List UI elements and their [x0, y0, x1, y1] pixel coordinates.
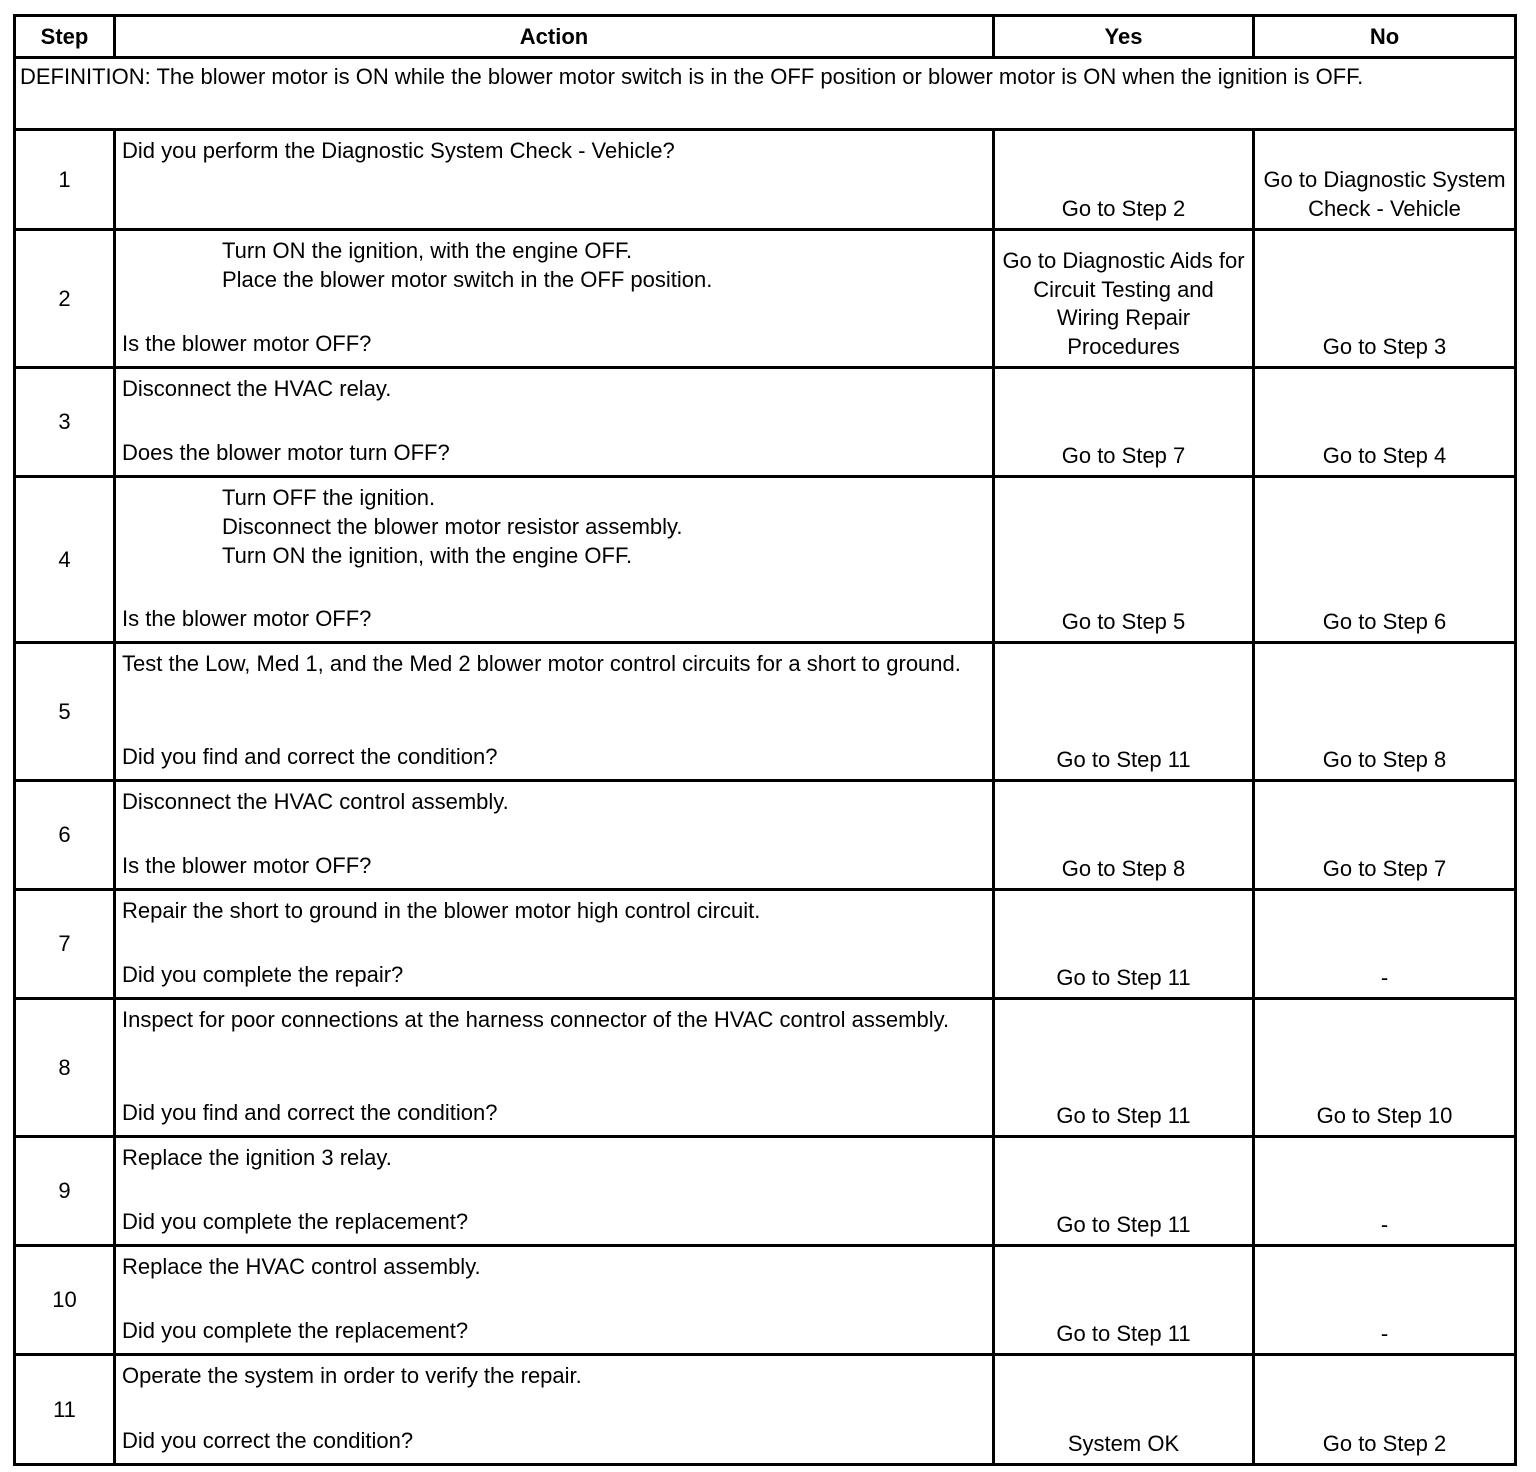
step-number: 9: [15, 1137, 115, 1246]
action-content: [122, 375, 986, 468]
no-result: -: [1254, 890, 1516, 999]
action-line: Disconnect the HVAC control assembly.: [122, 789, 509, 814]
table-row: [15, 368, 1516, 477]
action-instructions: [122, 137, 986, 166]
yes-result: Go to Step 11: [994, 999, 1254, 1137]
action-header: Action: [115, 16, 994, 58]
yes-result: Go to Step 8: [994, 781, 1254, 890]
yes-header: Yes: [994, 16, 1254, 58]
action-line: Test the Low, Med 1, and the Med 2 blower motor control circuits for a short to ground.: [122, 651, 961, 676]
no-result: -: [1254, 1246, 1516, 1355]
table-row: [15, 477, 1516, 643]
table-row: [15, 781, 1516, 890]
action-content: [122, 1006, 986, 1128]
action-content: [122, 1144, 986, 1237]
step-action: [115, 1246, 994, 1355]
yes-result: Go to Step 11: [994, 890, 1254, 999]
step-number: 6: [15, 781, 115, 890]
step-action: [115, 890, 994, 999]
action-instructions: [122, 1362, 986, 1391]
action-question: Does the blower motor turn OFF?: [122, 440, 450, 466]
action-question: Did you complete the replacement?: [122, 1318, 469, 1344]
action-line: Operate the system in order to verify the repair.: [122, 1363, 582, 1388]
step-action: [115, 477, 994, 643]
no-result: Go to Step 2: [1254, 1355, 1516, 1465]
yes-result: Go to Step 7: [994, 368, 1254, 477]
step-number: 8: [15, 999, 115, 1137]
table-row: [15, 1355, 1516, 1465]
step-action: [115, 1137, 994, 1246]
no-result: Go to Step 4: [1254, 368, 1516, 477]
action-instructions: [122, 897, 986, 926]
action-sub-item: Place the blower motor switch in the OFF position.: [222, 266, 713, 292]
action-instructions: [122, 788, 986, 817]
action-line: Disconnect the HVAC relay.: [122, 376, 392, 401]
action-sub-item: Turn ON the ignition, with the engine OFF.: [222, 542, 633, 568]
action-sub-item: Turn OFF the ignition.: [222, 485, 436, 510]
action-line: Did you perform the Diagnostic System Check - Vehicle?: [122, 138, 675, 163]
step-action: [115, 643, 994, 781]
action-sub-item: Disconnect the blower motor resistor assembly.: [222, 513, 683, 539]
action-content: [122, 897, 986, 990]
action-instructions: [122, 1006, 986, 1035]
action-instructions: [122, 237, 986, 295]
action-line: Replace the HVAC control assembly.: [122, 1254, 481, 1279]
definition-row: [15, 58, 1516, 130]
step-action: [115, 999, 994, 1137]
table-row: [15, 1137, 1516, 1246]
no-result: Go to Step 7: [1254, 781, 1516, 890]
diagnostic-table: [13, 14, 1517, 1466]
step-action: [115, 230, 994, 368]
step-number: 7: [15, 890, 115, 999]
step-number: 1: [15, 130, 115, 230]
action-question: Is the blower motor OFF?: [122, 606, 372, 632]
table-row: [15, 643, 1516, 781]
no-result: Go to Diagnostic System Check - Vehicle: [1254, 130, 1516, 230]
action-question: Is the blower motor OFF?: [122, 853, 372, 879]
no-header: No: [1254, 16, 1516, 58]
step-action: [115, 368, 994, 477]
step-header: Step: [15, 16, 115, 58]
action-content: [122, 237, 986, 359]
yes-result: Go to Diagnostic Aids for Circuit Testing and Wiring Repair Procedures: [994, 230, 1254, 368]
action-instructions: [122, 1144, 986, 1173]
step-action: [115, 1355, 994, 1465]
action-content: [122, 137, 986, 221]
yes-result: System OK: [994, 1355, 1254, 1465]
action-question: Did you complete the replacement?: [122, 1209, 469, 1235]
no-result: Go to Step 10: [1254, 999, 1516, 1137]
action-content: [122, 650, 986, 772]
no-result: Go to Step 8: [1254, 643, 1516, 781]
definition-text: DEFINITION: The blower motor is ON while the blower motor switch is in the OFF position or blower motor is ON when the ignition is OFF.: [15, 58, 1516, 130]
table-row: [15, 999, 1516, 1137]
step-number: 10: [15, 1246, 115, 1355]
action-content: [122, 1253, 986, 1346]
table-row: [15, 890, 1516, 999]
action-content: [122, 788, 986, 881]
yes-result: Go to Step 2: [994, 130, 1254, 230]
action-sub-item: Turn ON the ignition, with the engine OFF.: [222, 238, 633, 263]
action-line: Replace the ignition 3 relay.: [122, 1145, 392, 1170]
step-number: 4: [15, 477, 115, 643]
action-question: Is the blower motor OFF?: [122, 331, 372, 357]
table-row: [15, 130, 1516, 230]
action-content: [122, 484, 986, 634]
header-row: [15, 16, 1516, 58]
step-number: 11: [15, 1355, 115, 1465]
no-result: Go to Step 6: [1254, 477, 1516, 643]
no-result: Go to Step 3: [1254, 230, 1516, 368]
action-line: Repair the short to ground in the blower motor high control circuit.: [122, 898, 761, 923]
action-question: Did you correct the condition?: [122, 1428, 414, 1454]
action-instructions: [122, 1253, 986, 1282]
step-number: 3: [15, 368, 115, 477]
step-number: 5: [15, 643, 115, 781]
yes-result: Go to Step 11: [994, 1137, 1254, 1246]
step-number: 2: [15, 230, 115, 368]
table-row: [15, 230, 1516, 368]
action-content: [122, 1362, 986, 1456]
no-result: -: [1254, 1137, 1516, 1246]
yes-result: Go to Step 5: [994, 477, 1254, 643]
action-question: Did you complete the repair?: [122, 962, 404, 988]
yes-result: Go to Step 11: [994, 1246, 1254, 1355]
action-instructions: [122, 375, 986, 404]
action-line: Inspect for poor connections at the harness connector of the HVAC control assembly.: [122, 1007, 950, 1032]
step-action: [115, 130, 994, 230]
action-question: Did you find and correct the condition?: [122, 1100, 498, 1126]
table-row: [15, 1246, 1516, 1355]
action-instructions: [122, 650, 986, 679]
yes-result: Go to Step 11: [994, 643, 1254, 781]
step-action: [115, 781, 994, 890]
action-instructions: [122, 484, 986, 570]
action-question: Did you find and correct the condition?: [122, 744, 498, 770]
